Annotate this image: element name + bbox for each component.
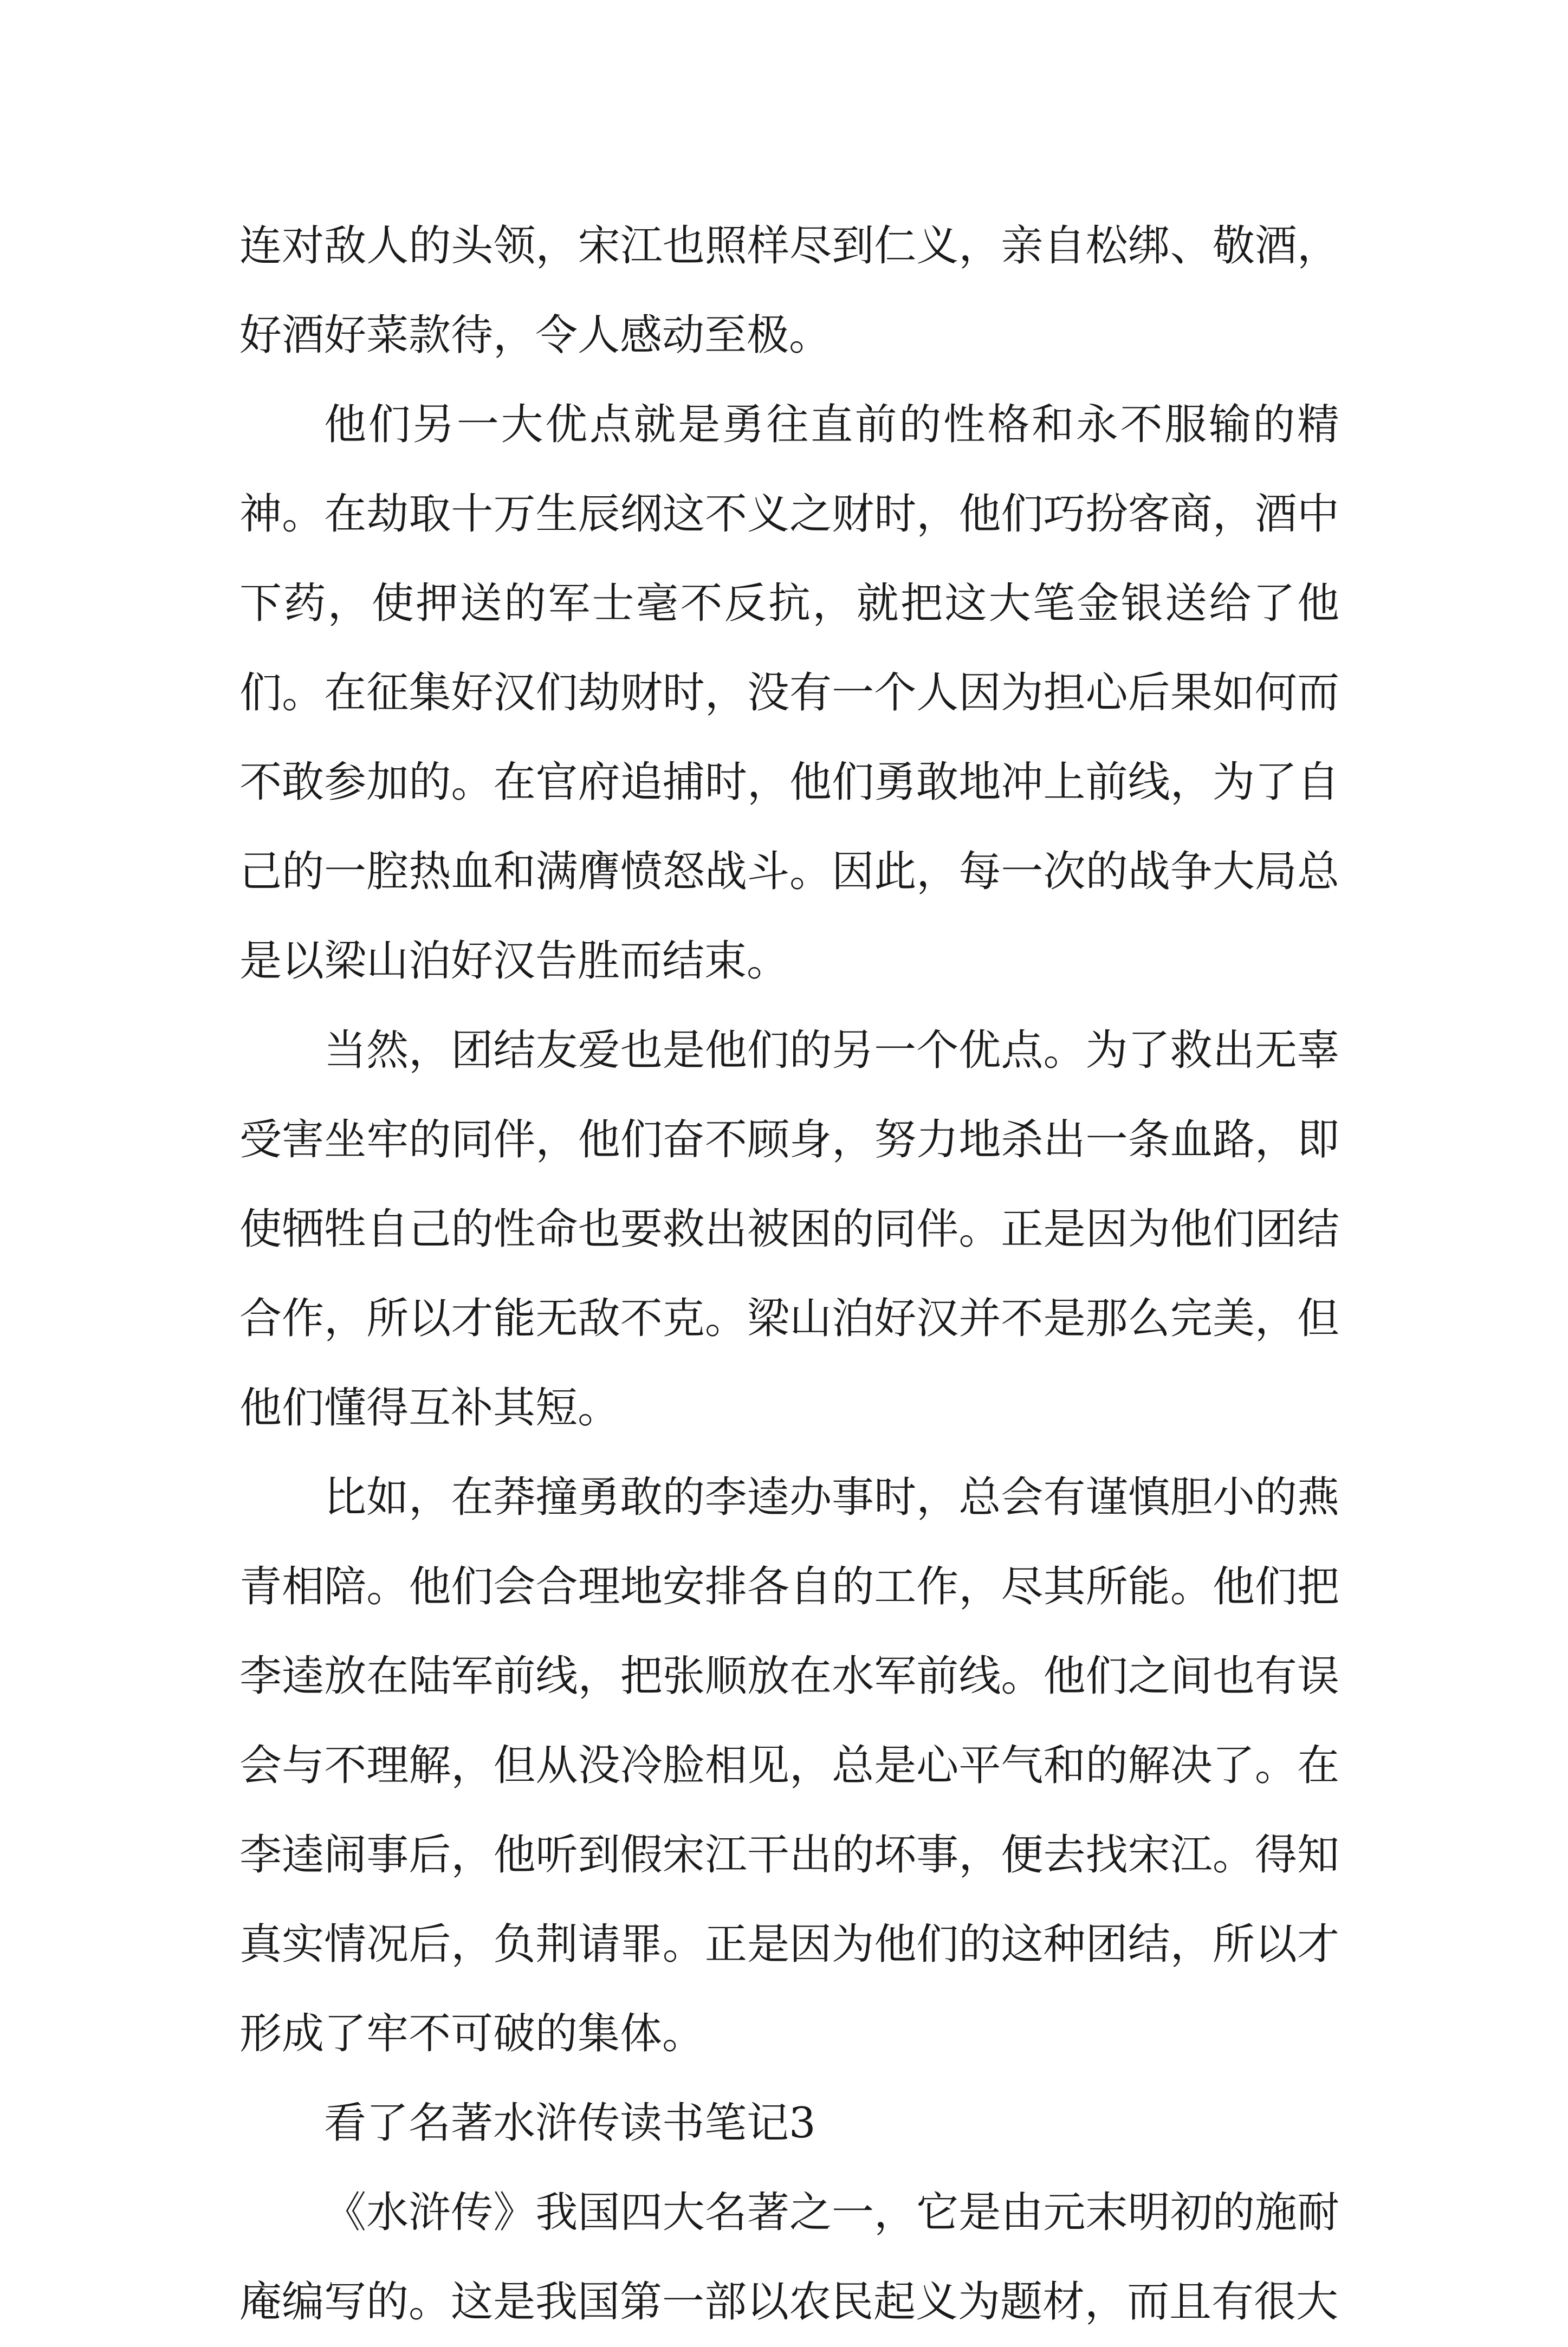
paragraph-continuation: 连对敌人的头领，宋江也照样尽到仁义，亲自松绑、敬酒，好酒好菜款待，令人感动至极。 <box>239 222 1339 360</box>
paragraph: 比如，在莽撞勇敢的李逵办事时，总会有谨慎胆小的燕青相陪。他们会合理地安排各自的工作，尽其所能。他们把李逵放在陆军前线，把张顺放在水军前线。他们之间也有误会与不理解，但从没冷脸相见，总是心平气和的解决了。在李逵闹事后，他听到假宋江干出的坏事，便去找宋江。得知真实情况后，负荆请罪。正是因为他们的这种团结，所以才形成了牢不可破的集体。 <box>239 1473 1339 2058</box>
paragraph: 他们另一大优点就是勇往直前的性格和永不服输的精神。在劫取十万生辰纲这不义之财时，他们巧扮客商，酒中下药，使押送的军士毫不反抗，就把这大笔金银送给了他们。在征集好汉们劫财时，没有一个人因为担心后果如何而不敢参加的。在官府追捕时，他们勇敢地冲上前线，为了自己的一腔热血和满膺愤怒战斗。因此，每一次的战争大局总是以梁山泊好汉告胜而结束。 <box>239 400 1339 986</box>
paragraph: 当然，团结友爱也是他们的另一个优点。为了救出无辜受害坐牢的同伴，他们奋不顾身，努力地杀出一条血路，即使牺牲自己的性命也要救出被困的同伴。正是因为他们团结合作，所以才能无敌不克。梁山泊好汉并不是那么完美，但他们懂得互补其短。 <box>239 1026 1339 1432</box>
paragraph: 《水浒传》我国四大名著之一，它是由元末明初的施耐庵编写的。这是我国第一部以农民起义为题材，而且有很大 <box>239 2188 1339 2326</box>
section-heading: 看了名著水浒传读书笔记3 <box>324 2099 816 2148</box>
text-column <box>239 202 1339 2347</box>
